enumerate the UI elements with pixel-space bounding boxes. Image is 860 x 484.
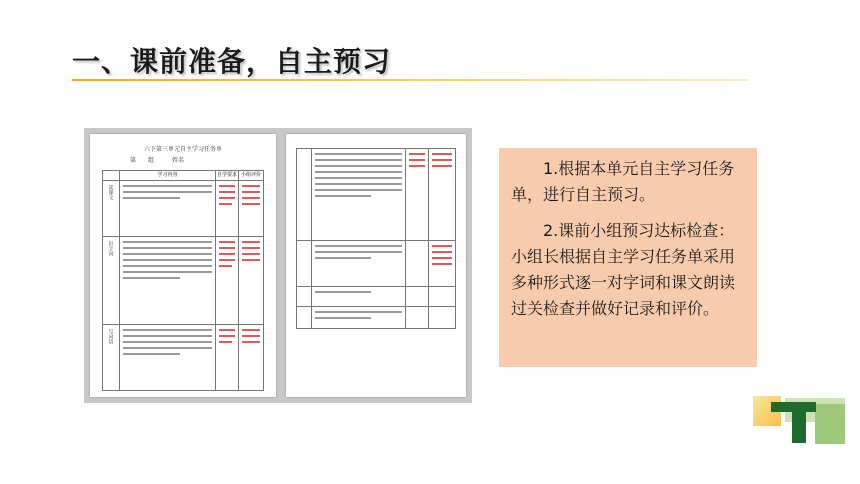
- page2-table: [296, 148, 456, 329]
- instruction-textbox: [499, 148, 757, 367]
- page1-table: [102, 170, 264, 391]
- slide-title: [72, 40, 391, 80]
- row-label-read: 读课文: [107, 185, 114, 200]
- instruction-paragraph-2: 2.课前小组预习达标检查：小组长根据自主学习任务单采用多种形式逐一对字词和课文朗读过关检查并做好记录和评价。: [511, 221, 736, 318]
- page1-subheader: 第 组 姓名: [130, 157, 185, 164]
- document-page-2: [286, 134, 466, 397]
- instruction-paragraph-1: 1.根据本单元自主学习任务单，进行自主预习。: [511, 159, 735, 204]
- col-header-requirement: 自学要求: [216, 171, 239, 181]
- document-page-1: [90, 134, 276, 397]
- col-header-evaluation: 小组评价: [239, 171, 264, 181]
- col-header-content: 学习内容: [120, 171, 216, 181]
- title-underline: [72, 79, 748, 81]
- page1-header: 六下第三单元自主学习任务单: [143, 146, 222, 153]
- row-label-write: 写词语: [107, 329, 114, 344]
- row-label-words: 识字词: [107, 241, 114, 256]
- document-preview: [84, 128, 472, 403]
- title-text: 一、课前准备，自主预习: [72, 45, 392, 78]
